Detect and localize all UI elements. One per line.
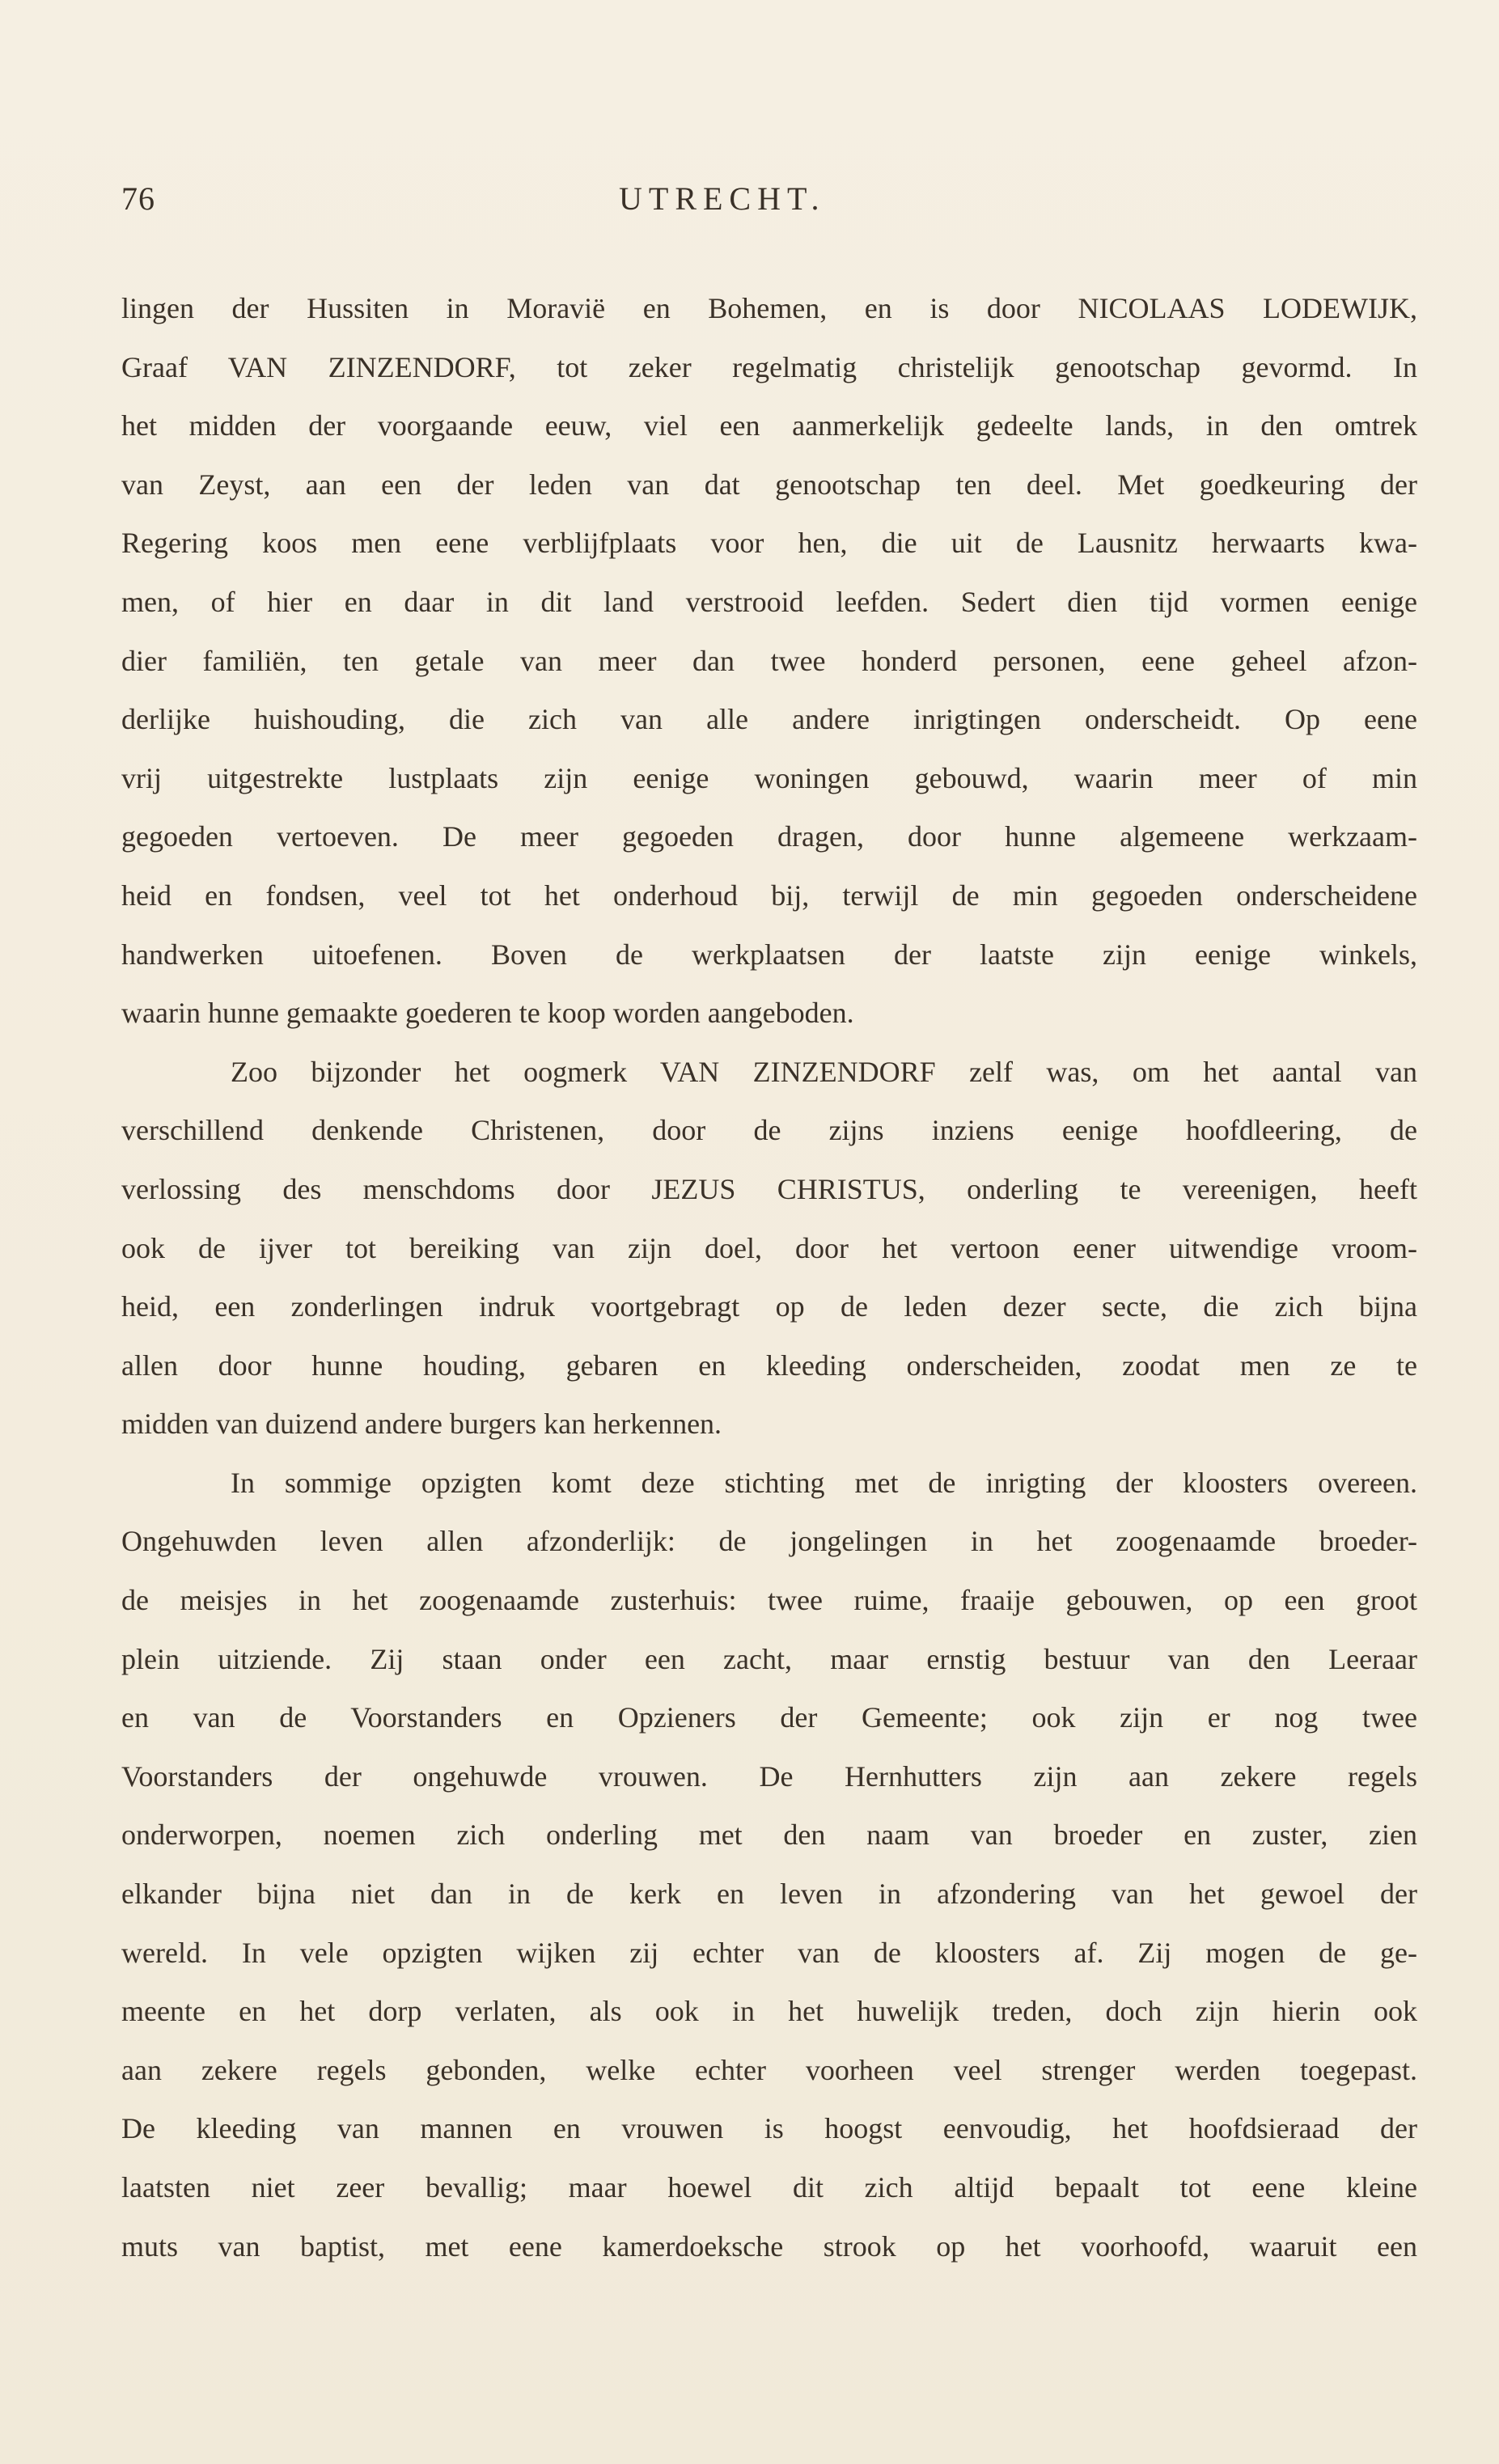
- text-line: men, of hier en daar in dit land verstrooid leefden. Sedert dien tijd vormen eenige: [121, 585, 1417, 618]
- page-number: 76: [121, 180, 155, 217]
- text-line: handwerken uitoefenen. Boven de werkplaatsen der laatste zijn eenige winkels,: [121, 938, 1417, 971]
- text-line: lingen der Hussiten in Moravië en Bohemen, en is door NICOLAAS LODEWIJK,: [121, 292, 1417, 324]
- text-line: verschillend denkende Christenen, door de zijns inziens eenige hoofdleering, de: [121, 1114, 1417, 1147]
- page-header: [121, 180, 1417, 228]
- text-line: van Zeyst, aan een der leden van dat genootschap ten deel. Met goedkeuring der: [121, 468, 1417, 501]
- text-line: heid, een zonderlingen indruk voortgebragt op de leden dezer secte, die zich bijna: [121, 1290, 1417, 1323]
- text-line: onderworpen, noemen zich onderling met den naam van broeder en zuster, zien: [121, 1818, 1417, 1852]
- text-line: ook de ijver tot bereiking van zijn doel, door het vertoon eener uitwendige vroom-: [121, 1231, 1417, 1264]
- text-line: heid en fondsen, veel tot het onderhoud bij, terwijl de min gegoeden onderscheidene: [121, 878, 1417, 912]
- text-line: laatsten niet zeer bevallig; maar hoewel dit zich altijd bepaalt tot eene kleine: [121, 2171, 1417, 2204]
- text-line: allen door hunne houding, gebaren en kleeding onderscheiden, zoodat men ze te: [121, 1348, 1417, 1382]
- text-line: vrij uitgestrekte lustplaats zijn eenige woningen gebouwd, waarin meer of min: [121, 761, 1417, 794]
- text-line: de meisjes in het zoogenaamde zusterhuis: twee ruime, fraaije gebouwen, op een groot: [121, 1584, 1417, 1617]
- text-line: wereld. In vele opzigten wijken zij echter van de kloosters af. Zij mogen de ge-: [121, 1936, 1417, 1969]
- text-line: elkander bijna niet dan in de kerk en leven in afzondering van het gewoel der: [121, 1878, 1417, 1911]
- body-text: [121, 279, 1417, 2276]
- text-line: In sommige opzigten komt deze stichting met de inrigting der kloosters overeen.: [231, 1466, 1417, 1499]
- text-line: De kleeding van mannen en vrouwen is hoogst eenvoudig, het hoofdsieraad der: [121, 2112, 1417, 2145]
- text-line: het midden der voorgaande eeuw, viel een aanmerkelijk gedeelte lands, in den omtrek: [121, 409, 1417, 442]
- text-line: Zoo bijzonder het oogmerk VAN ZINZENDORF zelf was, om het aantal van: [231, 1055, 1417, 1088]
- text-line: aan zekere regels gebonden, welke echter voorheen veel strenger werden toegepast.: [121, 2053, 1417, 2086]
- text-line: midden van duizend andere burgers kan herkennen.: [121, 1408, 722, 1441]
- text-line: verlossing des menschdoms door JEZUS CHRISTUS, onderling te vereenigen, heeft: [121, 1172, 1417, 1205]
- text-line: muts van baptist, met eene kamerdoeksche strook op het voorhoofd, waaruit een: [121, 2229, 1417, 2263]
- text-line: dier familiën, ten getale van meer dan twee honderd personen, eene geheel afzon-: [121, 644, 1417, 677]
- text-line: Regering koos men eene verblijfplaats voor hen, die uit de Lausnitz herwaarts kwa-: [121, 527, 1417, 560]
- text-line: meente en het dorp verlaten, als ook in het huwelijk treden, doch zijn hierin ook: [121, 1995, 1417, 2028]
- text-line: Graaf VAN ZINZENDORF, tot zeker regelmatig christelijk genootschap gevormd. In: [121, 350, 1417, 383]
- text-line: plein uitziende. Zij staan onder een zacht, maar ernstig bestuur van den Leeraar: [121, 1642, 1417, 1675]
- text-line: Ongehuwden leven allen afzonderlijk: de jongelingen in het zoogenaamde broeder-: [121, 1525, 1417, 1558]
- text-line: gegoeden vertoeven. De meer gegoeden dragen, door hunne algemeene werkzaam-: [121, 820, 1417, 853]
- text-line: waarin hunne gemaakte goederen te koop worden aangeboden.: [121, 997, 854, 1030]
- text-line: Voorstanders der ongehuwde vrouwen. De Hernhutters zijn aan zekere regels: [121, 1759, 1417, 1793]
- text-line: derlijke huishouding, die zich van alle andere inrigtingen onderscheidt. Op eene: [121, 703, 1417, 736]
- text-line: en van de Voorstanders en Opzieners der Gemeente; ook zijn er nog twee: [121, 1701, 1417, 1734]
- running-title: UTRECHT.: [619, 180, 826, 217]
